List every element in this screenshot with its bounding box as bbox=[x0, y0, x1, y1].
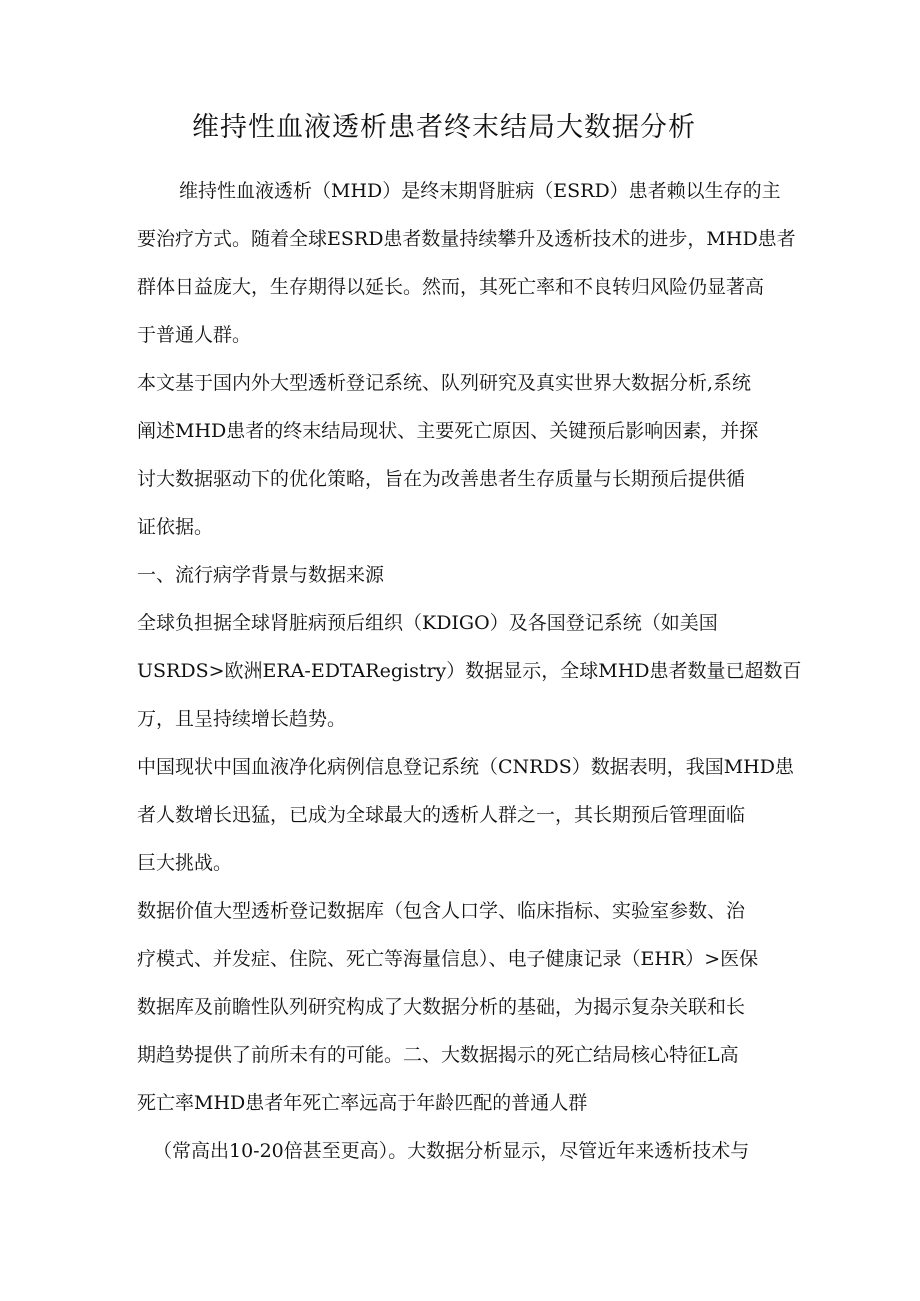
paragraph-line: 死亡率MHD患者年死亡率远高于年龄匹配的普通人群 bbox=[137, 1092, 588, 1114]
paragraph-line: 讨大数据驱动下的优化策略，旨在为改善患者生存质量与长期预后提供循 bbox=[137, 468, 746, 490]
document-body bbox=[137, 167, 802, 1175]
paragraph-line: 疗模式、并发症、住院、死亡等海量信息）、电子健康记录（EHR）>医保 bbox=[137, 948, 759, 970]
paragraph-line: 期趋势提供了前所未有的可能。二、大数据揭示的死亡结局核心特征L高 bbox=[137, 1044, 739, 1066]
paragraph-line: 者人数增长迅猛，已成为全球最大的透析人群之一，其长期预后管理面临 bbox=[137, 804, 746, 826]
paragraph-line: 中国现状中国血液净化病例信息登记系统（CNRDS）数据表明，我国MHD患 bbox=[137, 756, 794, 778]
section-heading: 一、流行病学背景与数据来源 bbox=[137, 564, 385, 586]
paragraph-line: 数据库及前瞻性队列研究构成了大数据分析的基础，为揭示复杂关联和长 bbox=[137, 996, 746, 1018]
paragraph-line: （常高出10-20倍甚至更高）。大数据分析显示，尽管近年来透析技术与 bbox=[153, 1140, 750, 1162]
paragraph-line: 阐述MHD患者的终末结局现状、主要死亡原因、关键预后影响因素，并探 bbox=[137, 420, 759, 442]
paragraph-line: 群体日益庞大，生存期得以延长。然而，其死亡率和不良转归风险仍显著高 bbox=[137, 276, 765, 298]
paragraph-line: 巨大挑战。 bbox=[137, 852, 233, 874]
paragraph-line: 于普通人群。 bbox=[137, 324, 252, 346]
paragraph-line: 全球负担据全球肾脏病预后组织（KDIGO）及各国登记系统（如美国 bbox=[137, 612, 718, 634]
paragraph-line: 维持性血液透析（MHD）是终末期肾脏病（ESRD）患者赖以生存的主 bbox=[179, 180, 781, 202]
paragraph-line: 证依据。 bbox=[137, 516, 214, 538]
paragraph-line: 要治疗方式。随着全球ESRD患者数量持续攀升及透析技术的进步，MHD患者 bbox=[137, 228, 796, 250]
document-title: 维持性血液透析患者终末结局大数据分析 bbox=[192, 112, 696, 143]
paragraph-line: 万，且呈持续增长趋势。 bbox=[137, 708, 347, 730]
paragraph-line: USRDS>欧洲ERA-EDTARegistry）数据显示，全球MHD患者数量已超数百 bbox=[137, 660, 802, 682]
paragraph-line: 数据价值大型透析登记数据库（包含人口学、临床指标、实验室参数、治 bbox=[137, 900, 746, 922]
paragraph-line: 本文基于国内外大型透析登记系统、队列研究及真实世界大数据分析,系统 bbox=[137, 372, 752, 394]
